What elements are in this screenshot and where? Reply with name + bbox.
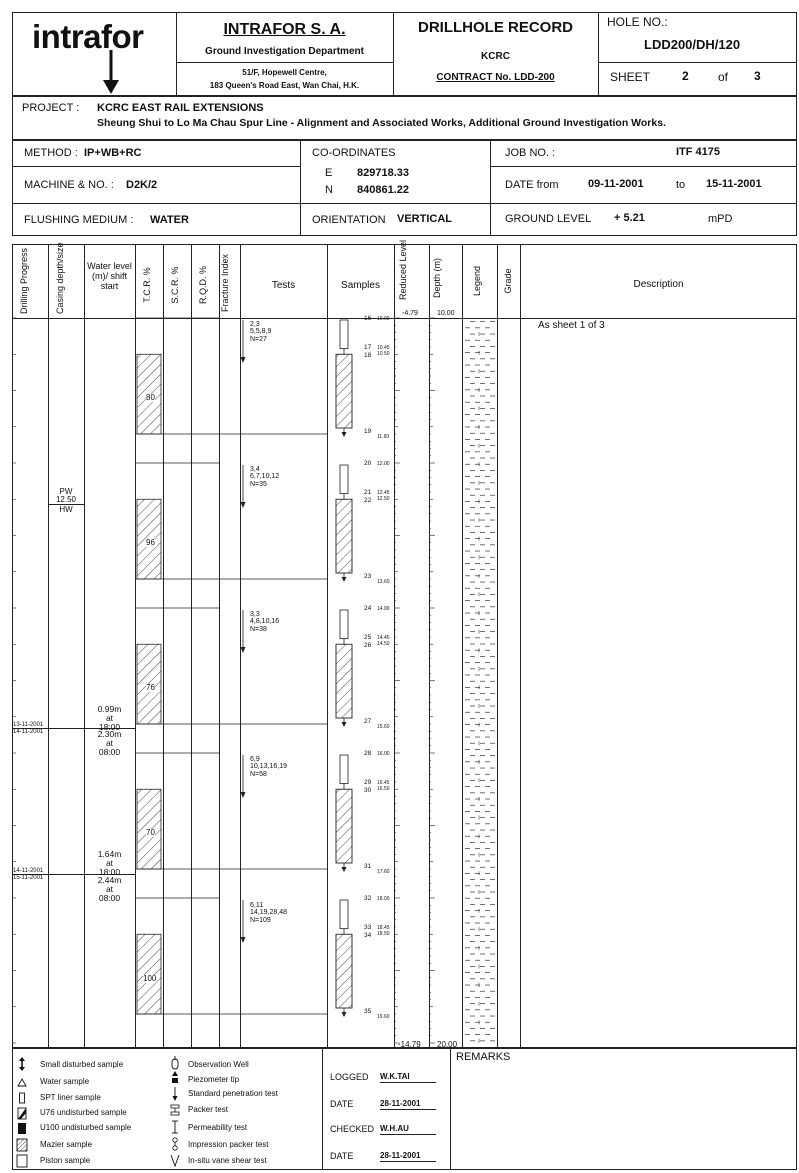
sample-depth: 14.50 <box>377 641 390 648</box>
sample-number: 24 <box>364 605 372 612</box>
key-small-disturbed: Small disturbed sample <box>40 1060 124 1069</box>
date-to: 15-11-2001 <box>706 178 762 190</box>
sample-depth: 18.50 <box>377 931 390 938</box>
tcr-value: 76 <box>146 683 155 692</box>
u100-icon <box>18 1123 26 1134</box>
address-line1: 51/F, Hopewell Centre, <box>242 68 327 77</box>
sample-depth: 18.00 <box>377 896 390 902</box>
project-label: PROJECT : <box>22 102 80 114</box>
orientation-value: VERTICAL <box>397 213 452 225</box>
key-vane-shear: In-situ vane shear test <box>188 1156 267 1165</box>
sample-depth: 12.50 <box>377 496 390 503</box>
spt-liner-icon <box>20 1093 25 1103</box>
easting-label: E <box>325 167 333 179</box>
company-name: INTRAFOR S. A. <box>223 21 346 38</box>
sample-depth: 19.60 <box>377 1014 390 1020</box>
col-legend: Legend <box>472 265 482 297</box>
sample-number: 21 <box>364 488 372 496</box>
col-rqd: R.Q.D. % <box>198 266 208 305</box>
bottom-reduced-level: -14.79 <box>398 1040 421 1049</box>
sample-depth: 14.00 <box>377 606 390 612</box>
key-spt-liner: SPT liner sample <box>40 1093 101 1102</box>
water-sample-icon <box>18 1079 26 1086</box>
casing-depth: 12.50 <box>55 495 77 504</box>
sample-number: 32 <box>364 895 372 902</box>
sample-number: 23 <box>364 573 372 580</box>
northing-label: N <box>325 184 333 196</box>
col-water-level: Water level (m)/ shift start <box>87 261 132 291</box>
logged-by: W.K.TAI <box>380 1073 436 1083</box>
casing-pw: PW <box>59 487 73 496</box>
sample-depth: 16.00 <box>377 751 390 757</box>
sample-number: 25 <box>364 633 372 641</box>
top-depth: 10.00 <box>437 310 455 317</box>
description-text: As sheet 1 of 3 <box>538 320 605 331</box>
sample-number: 16 <box>364 315 372 322</box>
key-water-sample: Water sample <box>40 1077 90 1086</box>
project-line1: KCRC EAST RAIL EXTENSIONS <box>97 102 264 114</box>
remarks-label: REMARKS <box>456 1051 511 1063</box>
drill-date-3: 14-11-2001 <box>13 868 44 874</box>
piston-icon <box>17 1155 27 1167</box>
date1-value: 28-11-2001 <box>380 1100 436 1110</box>
sample-number: 33 <box>364 923 372 931</box>
sample-number: 35 <box>364 1008 372 1015</box>
col-scr: S.C.R. % <box>170 266 180 304</box>
ground-level-label: GROUND LEVEL <box>505 213 592 225</box>
drill-date-2: 14-11-2001 <box>13 729 44 735</box>
sample-depth: 12.45 <box>377 489 390 496</box>
tcr-value: 80 <box>146 393 155 402</box>
mazier-icon <box>17 1139 27 1151</box>
drill-date-4: 15-11-2001 <box>13 875 44 881</box>
flushing-value: WATER <box>150 214 189 226</box>
sheet-label: SHEET <box>610 70 651 84</box>
sample-number: 18 <box>364 352 372 360</box>
method-value: IP+WB+RC <box>84 147 142 159</box>
key-piezometer: Piezometer tip <box>188 1075 240 1084</box>
logged-label: LOGGED <box>330 1072 369 1082</box>
sample-depth: 10.45 <box>377 344 390 351</box>
col-grade: Grade <box>503 268 513 294</box>
col-casing: Casing depth/size <box>55 242 65 314</box>
sample-number: 28 <box>364 750 372 757</box>
sample-number: 30 <box>364 787 372 795</box>
key-impression-packer: Impression packer test <box>188 1140 269 1149</box>
sheet-no: 2 <box>682 69 689 83</box>
vane-shear-icon <box>171 1155 179 1166</box>
water-level-1: 0.99m at 18:00 <box>97 704 122 732</box>
sample-number: 26 <box>364 642 372 650</box>
record-title: DRILLHOLE RECORD <box>418 19 573 36</box>
piezometer-icon <box>172 1071 178 1076</box>
key-spt: Standard penetration test <box>188 1089 278 1098</box>
sample-number: 27 <box>364 718 372 725</box>
machine-label: MACHINE & NO. : <box>24 179 114 191</box>
sample-number: 17 <box>364 343 372 351</box>
sample-depth: 15.60 <box>377 724 390 730</box>
sample-depth: 13.60 <box>377 579 390 585</box>
sample-number: 22 <box>364 497 372 505</box>
spt-test: 6,9 10,13,16,19 N=58 <box>250 756 287 778</box>
client: KCRC <box>481 51 510 62</box>
tcr-value: 100 <box>143 974 157 983</box>
department: Ground Investigation Department <box>205 46 364 57</box>
spt-test: 3,4 6,7,10,12 N=35 <box>250 466 280 488</box>
sheet-total: 3 <box>754 69 761 83</box>
key-observation-well: Observation Well <box>188 1060 249 1069</box>
sample-depth: 18.45 <box>377 924 390 931</box>
sample-depth: 16.45 <box>377 779 390 786</box>
top-reduced-level: -4.79 <box>402 310 418 317</box>
sample-depth: 10.50 <box>377 351 390 358</box>
key-packer: Packer test <box>188 1105 229 1114</box>
tcr-value: 70 <box>146 828 155 837</box>
col-depth: Depth (m) <box>432 258 442 299</box>
date-from-label: DATE from <box>505 179 559 191</box>
address-line2: 183 Queen's Road East, Wan Chai, H.K. <box>209 81 360 90</box>
checked-label: CHECKED <box>330 1124 375 1134</box>
key-u100: U100 undisturbed sample <box>40 1123 132 1132</box>
sample-depth: 17.60 <box>377 869 390 875</box>
tcr-value: 96 <box>146 538 155 547</box>
northing-value: 840861.22 <box>357 184 409 196</box>
col-tests: Tests <box>271 280 296 291</box>
water-level-3: 1.64m at 18:00 <box>97 849 122 877</box>
job-label: JOB NO. : <box>505 147 556 159</box>
job-no: ITF 4175 <box>676 146 721 158</box>
project-line2: Sheung Shui to Lo Ma Chau Spur Line - Alignment and Associated Works, Additional Ground Investigation Works. <box>97 117 666 129</box>
sample-depth: 14.45 <box>377 634 390 641</box>
checked-by: W.H.AU <box>380 1125 436 1135</box>
key-permeability: Permeability test <box>188 1123 248 1132</box>
coordinates-label: CO-ORDINATES <box>312 147 396 159</box>
sample-depth: 10.00 <box>377 316 390 322</box>
date2-label: DATE <box>330 1151 354 1161</box>
flushing-label: FLUSHING MEDIUM : <box>24 214 134 226</box>
sample-number: 20 <box>364 460 372 467</box>
date1-label: DATE <box>330 1099 354 1109</box>
spt-test: 6,11 14,19,28,48 N=109 <box>250 902 287 924</box>
impression-packer-icon <box>173 1138 177 1142</box>
sample-number: 34 <box>364 932 372 940</box>
spt-test: 2,3 5,5,8,9 N=27 <box>250 321 272 343</box>
col-reduced-level: Reduced Level <box>398 239 408 300</box>
sample-depth: 11.60 <box>377 434 390 440</box>
key-piston: Piston sample <box>40 1156 91 1165</box>
date2-value: 28-11-2001 <box>380 1152 436 1162</box>
ground-level-value: + 5.21 <box>614 212 645 224</box>
col-description: Description <box>633 279 684 290</box>
packer-icon <box>171 1105 179 1108</box>
col-samples: Samples <box>341 280 380 291</box>
date-from: 09-11-2001 <box>588 178 644 190</box>
bottom-depth: 20.00 <box>437 1040 458 1049</box>
key-u76: U76 undisturbed sample <box>40 1108 127 1117</box>
contract-no: CONTRACT No. LDD-200 <box>436 72 555 83</box>
hole-label: HOLE NO.: <box>607 15 668 29</box>
water-level-4: 2.44m at 08:00 <box>97 875 122 903</box>
sample-number: 31 <box>364 863 372 870</box>
col-tcr: T.C.R. % <box>142 267 152 303</box>
spt-test: 3,3 4,8,10,16 N=38 <box>250 611 280 633</box>
sample-number: 29 <box>364 778 372 786</box>
water-level-2: 2.30m at 08:00 <box>97 729 122 757</box>
sample-number: 19 <box>364 428 372 435</box>
date-to-label: to <box>676 179 686 191</box>
casing-hw: HW <box>59 505 73 514</box>
machine-value: D2K/2 <box>126 179 158 191</box>
logo: intrafor <box>32 18 144 55</box>
col-drilling-progress: Drilling Progress <box>19 247 29 314</box>
ground-level-unit: mPD <box>708 213 733 225</box>
orientation-label: ORIENTATION <box>312 214 386 226</box>
col-fracture-index: Fracture Index <box>220 253 230 312</box>
easting-value: 829718.33 <box>357 167 409 179</box>
drill-date-1: 13-11-2001 <box>13 722 44 728</box>
hole-no: LDD200/DH/120 <box>644 37 741 52</box>
sample-depth: 16.50 <box>377 786 390 793</box>
key-mazier: Mazier sample <box>40 1140 93 1149</box>
observation-well-icon <box>172 1059 178 1069</box>
sheet-of: of <box>718 70 729 84</box>
method-label: METHOD : <box>24 147 78 159</box>
sample-depth: 12.00 <box>377 461 390 467</box>
